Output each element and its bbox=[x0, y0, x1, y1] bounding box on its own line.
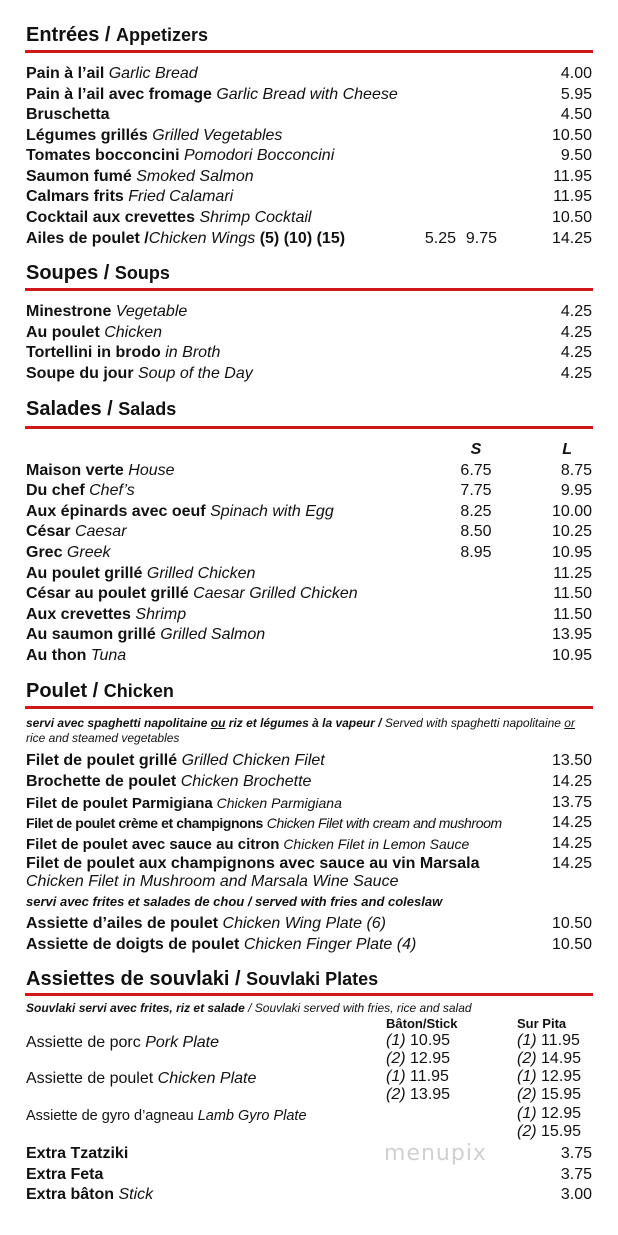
item-price: 3.75 bbox=[560, 1145, 592, 1162]
item-name-en: Stick bbox=[118, 1186, 154, 1203]
quantity-label: (1) bbox=[517, 1068, 537, 1085]
menu-item bbox=[26, 914, 592, 934]
item-name-en: Chicken Wing Plate (6) bbox=[222, 915, 386, 932]
item-price-small: 5.25 bbox=[424, 230, 456, 247]
item-name-en: Lamb Gyro Plate bbox=[197, 1108, 307, 1124]
item-price-large: 10.95 bbox=[551, 647, 592, 664]
menu-item bbox=[26, 543, 592, 563]
item-price-large: 9.95 bbox=[560, 482, 592, 499]
item-name-fr: Du chef bbox=[26, 482, 85, 499]
item-price: 14.25 bbox=[551, 835, 592, 852]
chicken-serving-note bbox=[26, 716, 592, 746]
item-name-fr: Extra Feta bbox=[26, 1166, 104, 1183]
item-price: 10.50 bbox=[551, 936, 592, 953]
section-title-fr: Assiettes de souvlaki / bbox=[26, 968, 241, 990]
item-price: 10.50 bbox=[551, 209, 592, 226]
item-name-en: Chicken Brochette bbox=[180, 773, 312, 790]
item-name-en: Chicken Finger Plate (4) bbox=[243, 936, 417, 953]
menu-item bbox=[26, 167, 592, 187]
item-price: 4.25 bbox=[560, 344, 592, 361]
item-price: 11.95 bbox=[541, 1032, 580, 1049]
item-name-fr: Cocktail aux crevettes bbox=[26, 209, 195, 226]
quantity-label: (2) bbox=[517, 1050, 537, 1067]
item-name-fr: César au poulet grillé bbox=[26, 585, 189, 602]
item-price: 11.95 bbox=[553, 168, 592, 185]
item-name-en: Greek bbox=[66, 544, 111, 561]
menu-item bbox=[26, 751, 592, 771]
item-name-en: Grilled Chicken Filet bbox=[181, 752, 325, 769]
menu-item-extra bbox=[26, 1165, 592, 1185]
item-price-small: 7.75 bbox=[460, 482, 492, 499]
menu-item bbox=[26, 935, 592, 955]
item-name-fr: Pain à l’ail bbox=[26, 65, 105, 82]
section-title-fr: Soupes / bbox=[26, 262, 110, 284]
item-name-fr: Assiette d’ailes de poulet bbox=[26, 915, 219, 932]
section-title-fr: Poulet / bbox=[26, 680, 99, 702]
item-name-en: Fried Calamari bbox=[128, 188, 234, 205]
item-name-fr: Au poulet bbox=[26, 324, 100, 341]
menu-item bbox=[26, 502, 592, 522]
item-price: 13.50 bbox=[551, 752, 592, 769]
item-price: 14.95 bbox=[541, 1050, 582, 1067]
item-price-large: 8.75 bbox=[560, 462, 592, 479]
size-header-large: L bbox=[562, 441, 572, 458]
item-name-fr: Assiette de doigts de poulet bbox=[26, 936, 240, 953]
item-name-en: Tuna bbox=[90, 647, 127, 664]
item-name-fr: Au thon bbox=[26, 647, 87, 664]
item-name-fr: Assiette de poulet bbox=[26, 1070, 154, 1087]
menu-item bbox=[26, 187, 592, 207]
item-price-large: 11.50 bbox=[553, 606, 592, 623]
menu-item bbox=[26, 64, 592, 84]
item-price: 10.50 bbox=[551, 915, 592, 932]
section-title-en: Souvlaki Plates bbox=[246, 969, 379, 989]
menu-item bbox=[26, 343, 592, 363]
item-name-fr: Filet de poulet Parmigiana bbox=[26, 795, 213, 812]
item-name-en: Chicken Plate bbox=[157, 1070, 257, 1087]
note-fr-part: riz et légumes à la vapeur / bbox=[225, 716, 385, 730]
menu-item bbox=[26, 772, 592, 792]
menu-item bbox=[26, 461, 592, 481]
item-price: 11.95 bbox=[553, 188, 592, 205]
item-name-en: Chicken Filet in Mushroom and Marsala Wine Sauce bbox=[26, 873, 399, 890]
section-title-soups bbox=[26, 261, 170, 285]
item-price: 4.25 bbox=[560, 365, 592, 382]
item-name-fr: Filet de poulet aux champignons avec sauce au vin Marsala bbox=[26, 855, 480, 872]
item-name-fr: Grec bbox=[26, 544, 63, 561]
item-name-en: House bbox=[128, 462, 175, 479]
section-title-en: Appetizers bbox=[116, 25, 209, 45]
item-price: 9.50 bbox=[560, 147, 592, 164]
menu-item-marsala bbox=[26, 854, 592, 874]
section-divider bbox=[25, 993, 593, 996]
note-fr-ou: ou bbox=[210, 716, 226, 730]
item-name-fr: Tomates bocconcini bbox=[26, 147, 184, 164]
souvlaki-stick-price bbox=[386, 1050, 450, 1068]
item-name-fr: Soupe du jour bbox=[26, 365, 134, 382]
item-name-en: Chicken Wings bbox=[148, 230, 256, 247]
item-name-en: Soup of the Day bbox=[138, 365, 253, 382]
section-title-appetizers bbox=[26, 23, 208, 47]
menu-item-extra bbox=[26, 1185, 592, 1205]
section-title-en: Soups bbox=[114, 263, 170, 283]
item-price: 4.00 bbox=[560, 65, 592, 82]
item-name-fr: Maison verte bbox=[26, 462, 124, 479]
item-price: 12.95 bbox=[541, 1068, 582, 1085]
item-price: 4.25 bbox=[560, 324, 592, 341]
item-price-large: 10.25 bbox=[551, 523, 592, 540]
item-price-large: 10.00 bbox=[551, 503, 592, 520]
item-name-fr: César bbox=[26, 523, 71, 540]
item-name-en: Shrimp Cocktail bbox=[199, 209, 312, 226]
menu-item bbox=[26, 813, 592, 833]
item-name-fr: Tortellini in brodo bbox=[26, 344, 161, 361]
section-divider bbox=[25, 706, 593, 709]
section-title-fr: Entrées / bbox=[26, 24, 111, 46]
note-en-part: Served with spaghetti napolitaine bbox=[384, 716, 565, 730]
item-price: 13.75 bbox=[551, 794, 592, 811]
watermark: menupix bbox=[384, 1141, 487, 1166]
item-price-large: 14.25 bbox=[551, 230, 592, 247]
section-divider bbox=[25, 50, 593, 53]
menu-item bbox=[26, 146, 592, 166]
fries-coleslaw-note: servi avec frites et salades de chou / served with fries and coleslaw bbox=[26, 894, 443, 909]
menu-item bbox=[26, 564, 592, 584]
item-name-fr: Légumes grillés bbox=[26, 127, 148, 144]
quantity-label: (2) bbox=[386, 1050, 406, 1067]
item-price: 11.95 bbox=[410, 1068, 449, 1085]
quantity-label: (2) bbox=[517, 1123, 537, 1140]
quantity-label: (1) bbox=[517, 1105, 537, 1122]
menu-item-wings bbox=[26, 229, 592, 249]
section-divider bbox=[25, 426, 593, 429]
quantity-label: (1) bbox=[386, 1032, 406, 1049]
item-price: 5.95 bbox=[560, 86, 592, 103]
item-price-large: 13.95 bbox=[551, 626, 592, 643]
item-name-fr: Assiette de gyro d’agneau bbox=[26, 1108, 194, 1124]
item-name-fr: Calmars frits bbox=[26, 188, 124, 205]
item-price-small: 8.50 bbox=[460, 523, 492, 540]
souvlaki-pita-price bbox=[517, 1123, 581, 1141]
menu-item-extra bbox=[26, 1144, 592, 1164]
item-price-large: 11.50 bbox=[553, 585, 592, 602]
menu-item-marsala-en bbox=[26, 872, 592, 892]
item-price: 4.25 bbox=[560, 303, 592, 320]
item-price-small: 8.25 bbox=[460, 503, 492, 520]
menu-item bbox=[26, 208, 592, 228]
item-name-en: Shrimp bbox=[135, 606, 187, 623]
item-price: 14.25 bbox=[551, 855, 592, 872]
item-name-fr: Filet de poulet grillé bbox=[26, 752, 178, 769]
item-price: 13.95 bbox=[410, 1086, 451, 1103]
item-price: 12.95 bbox=[541, 1105, 582, 1122]
item-price: 15.95 bbox=[541, 1086, 582, 1103]
item-price: 3.00 bbox=[560, 1186, 592, 1203]
item-name-en: Grilled Chicken bbox=[146, 565, 256, 582]
item-name-fr: Saumon fumé bbox=[26, 168, 132, 185]
item-name-en: Chicken Filet in Lemon Sauce bbox=[283, 836, 470, 852]
section-title-souvlaki bbox=[26, 967, 378, 991]
souvlaki-plate-name bbox=[26, 1070, 256, 1088]
column-header-stick: Bâton/Stick bbox=[386, 1016, 458, 1031]
item-name-fr: Extra bâton bbox=[26, 1186, 115, 1203]
menu-item bbox=[26, 834, 592, 854]
item-name-en: Pomodori Bocconcini bbox=[183, 147, 335, 164]
item-name-en: Grilled Salmon bbox=[160, 626, 266, 643]
note-fr-part: servi avec spaghetti napolitaine bbox=[26, 716, 211, 730]
souvlaki-serving-note bbox=[26, 1001, 592, 1016]
item-name-fr: Filet de poulet avec sauce au citron bbox=[26, 836, 280, 853]
salad-size-header bbox=[26, 440, 592, 460]
quantity-label: (1) bbox=[517, 1032, 537, 1049]
section-title-en: Chicken bbox=[103, 681, 174, 701]
item-name-fr: Au saumon grillé bbox=[26, 626, 156, 643]
souvlaki-stick-price bbox=[386, 1086, 450, 1104]
item-price: 15.95 bbox=[541, 1123, 582, 1140]
item-name-fr: Aux crevettes bbox=[26, 606, 131, 623]
item-name-en: Chicken Parmigiana bbox=[216, 795, 342, 811]
menu-item bbox=[26, 522, 592, 542]
section-title-fr: Salades / bbox=[26, 398, 113, 420]
menu-item bbox=[26, 364, 592, 384]
section-title-en: Salads bbox=[118, 399, 177, 419]
item-price: 4.50 bbox=[560, 106, 592, 123]
item-name-en: Caesar bbox=[74, 523, 127, 540]
menu-item bbox=[26, 126, 592, 146]
item-name-fr: Aux épinards avec oeuf bbox=[26, 503, 206, 520]
section-title-salads bbox=[26, 397, 176, 421]
item-name-en: Chicken Filet with cream and mushroom bbox=[266, 815, 502, 831]
item-name-en: Garlic Bread bbox=[108, 65, 198, 82]
menu-item bbox=[26, 323, 592, 343]
item-price: 10.95 bbox=[410, 1032, 451, 1049]
menu-item bbox=[26, 584, 592, 604]
item-name-fr: Extra Tzatziki bbox=[26, 1145, 129, 1162]
item-name-en: Spinach with Egg bbox=[210, 503, 334, 520]
item-price: 14.25 bbox=[551, 814, 592, 831]
menu-item bbox=[26, 793, 592, 813]
souvlaki-pita-price bbox=[517, 1086, 581, 1104]
column-header-pita: Sur Pita bbox=[517, 1016, 567, 1031]
item-price: 10.50 bbox=[551, 127, 592, 144]
souvlaki-plate-name bbox=[26, 1107, 307, 1125]
item-name-en: Garlic Bread with Cheese bbox=[216, 86, 398, 103]
section-title-chicken bbox=[26, 679, 174, 703]
note-en-or: or bbox=[564, 716, 575, 730]
menu-item bbox=[26, 85, 592, 105]
menu-item bbox=[26, 605, 592, 625]
item-name-en: Caesar Grilled Chicken bbox=[193, 585, 358, 602]
note-en-part: rice and steamed vegetables bbox=[26, 731, 180, 745]
quantity-label: (2) bbox=[517, 1086, 537, 1103]
souvlaki-pita-price bbox=[517, 1032, 580, 1050]
souvlaki-stick-price bbox=[386, 1068, 449, 1086]
item-price-small: 8.95 bbox=[460, 544, 492, 561]
item-name-en: Pork Plate bbox=[145, 1034, 219, 1051]
item-price: 14.25 bbox=[551, 773, 592, 790]
item-price: 12.95 bbox=[410, 1050, 451, 1067]
item-name-fr: Pain à l’ail avec fromage bbox=[26, 86, 212, 103]
note-en-part: / Souvlaki served with fries, rice and salad bbox=[244, 1001, 472, 1015]
item-price-small: 6.75 bbox=[460, 462, 492, 479]
menu-item bbox=[26, 105, 592, 125]
item-name-fr: Assiette de porc bbox=[26, 1034, 141, 1051]
item-name-en: Smoked Salmon bbox=[136, 168, 254, 185]
quantity-label: (1) bbox=[386, 1068, 406, 1085]
size-header-small: S bbox=[470, 441, 482, 458]
menu-item bbox=[26, 646, 592, 666]
item-name-en: in Broth bbox=[165, 344, 221, 361]
item-price: 3.75 bbox=[560, 1166, 592, 1183]
souvlaki-pita-price bbox=[517, 1050, 581, 1068]
item-price-medium: 9.75 bbox=[465, 230, 497, 247]
item-name-fr: Brochette de poulet bbox=[26, 773, 177, 790]
item-name-fr: Ailes de poulet / bbox=[26, 230, 149, 247]
item-name-en: Chicken bbox=[104, 324, 163, 341]
menu-item bbox=[26, 481, 592, 501]
section-divider bbox=[25, 288, 593, 291]
item-name-en: Grilled Vegetables bbox=[152, 127, 283, 144]
souvlaki-stick-price bbox=[386, 1032, 450, 1050]
quantity-label: (2) bbox=[386, 1086, 406, 1103]
item-name-en: Chef’s bbox=[89, 482, 135, 499]
souvlaki-pita-price bbox=[517, 1105, 581, 1123]
item-price-large: 10.95 bbox=[551, 544, 592, 561]
item-name-fr: Au poulet grillé bbox=[26, 565, 143, 582]
item-name-fr: Minestrone bbox=[26, 303, 112, 320]
item-name-en: Vegetable bbox=[115, 303, 188, 320]
item-name-fr: Filet de poulet crème et champignons bbox=[26, 815, 263, 831]
item-price-large: 11.25 bbox=[553, 565, 592, 582]
souvlaki-plate-name bbox=[26, 1034, 219, 1052]
menu-item bbox=[26, 625, 592, 645]
menu-item bbox=[26, 302, 592, 322]
note-fr-part: Souvlaki servi avec frites, riz et salade bbox=[26, 1001, 245, 1015]
item-sizes: (5) (10) (15) bbox=[259, 230, 346, 247]
item-name-fr: Bruschetta bbox=[26, 106, 110, 123]
souvlaki-pita-price bbox=[517, 1068, 581, 1086]
